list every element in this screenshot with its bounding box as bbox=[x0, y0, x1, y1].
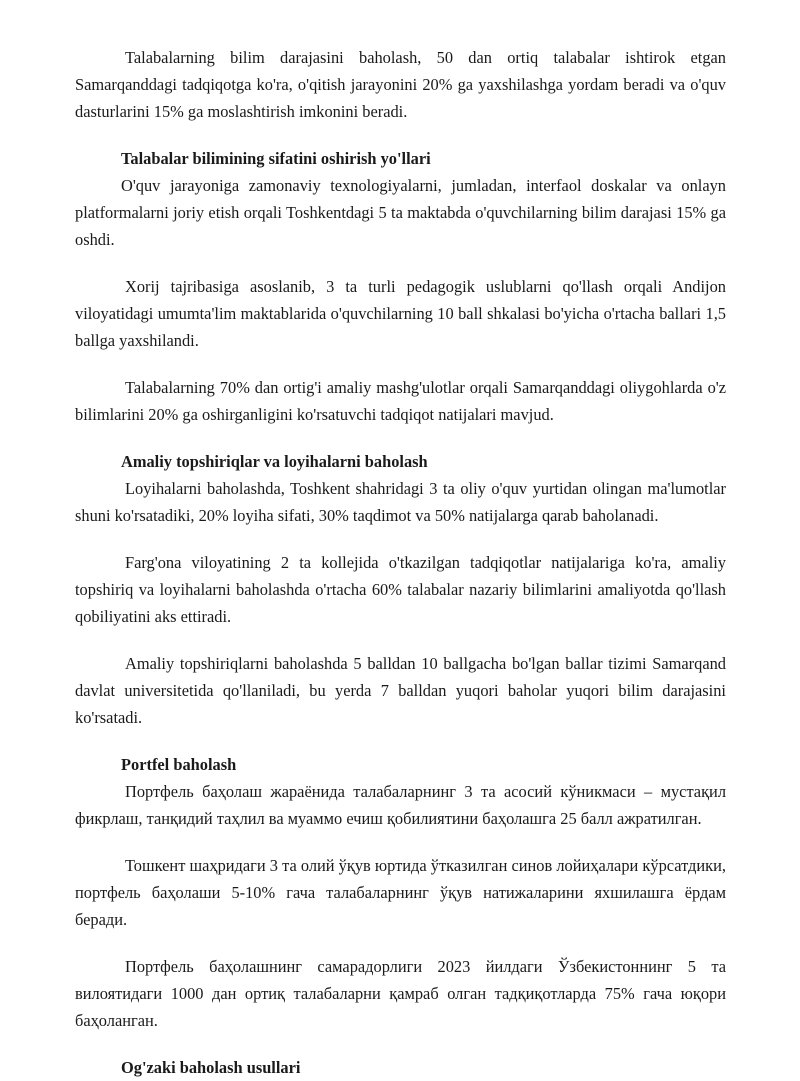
paragraph: Тошкент шаҳридаги 3 та олий ўқув юртида ўтказилган синов лойиҳалари кўрсатдики, портфель баҳолаши 5-10% гача талабаларнинг ўқув натижаларини яхшилашга ёрдам беради. bbox=[75, 856, 726, 929]
section-oral bbox=[75, 1054, 726, 1081]
section-heading: Talabalar bilimining sifatini oshirish yo'llari bbox=[121, 149, 431, 168]
section-practical bbox=[75, 448, 726, 731]
section-heading: Amaliy topshiriqlar va loyihalarni baholash bbox=[121, 452, 428, 471]
paragraph: Портфель баҳолашнинг самарадорлиги 2023 йилдаги Ўзбекистоннинг 5 та вилоятидаги 1000 дан ортиқ талабаларни қамраб олган тадқиқотларда 75% гача юқори баҳоланган. bbox=[75, 957, 726, 1030]
paragraph: Loyihalarni baholashda, Toshkent shahridagi 3 ta oliy o'quv yurtidan olingan ma'lumotlar shuni ko'rsatadiki, 20% loyiha sifati, 30% taqdimot va 50% natijalarga qarab baholanadi. bbox=[75, 479, 726, 525]
section-portfolio bbox=[75, 751, 726, 1034]
paragraph: Talabalarning 70% dan ortig'i amaliy mashg'ulotlar orqali Samarqanddagi oliygohlarda o'z bilimlarini 20% ga oshirganligini ko'rsatuvchi tadqiqot natijalari mavjud. bbox=[75, 378, 726, 424]
intro-paragraph: Talabalarning bilim darajasini baholash, 50 dan ortiq talabalar ishtirok etgan Samarqanddagi tadqiqotga ko'ra, o'qitish jarayonini 20% ga yaxshilashga yordam beradi va o'quv dasturlarini 15% ga moslashtirish imkonini beradi. bbox=[75, 48, 726, 121]
section-heading: Portfel baholash bbox=[121, 755, 237, 774]
paragraph: Farg'ona viloyatining 2 ta kollejida o'tkazilgan tadqiqotlar natijalariga ko'ra, amaliy topshiriq va loyihalarni baholashda o'rtacha 60% talabalar nazariy bilimlarini amaliyotda qo'llash qobiliyatini aks ettiradi. bbox=[75, 553, 726, 626]
paragraph: Xorij tajribasiga asoslanib, 3 ta turli pedagogik uslublarni qo'llash orqali Andijon viloyatidagi umumta'lim maktablarida o'quvchilarning 10 ball shkalasi bo'yicha o'rtacha ballari 1,5 ballga yaxshilandi. bbox=[75, 277, 726, 350]
paragraph: Amaliy topshiriqlarni baholashda 5 balldan 10 ballgacha bo'lgan ballar tizimi Samarqand davlat universitetida qo'llaniladi, bu yerda 7 balldan yuqori baholar yuqori bilim darajasini ko'rsatadi. bbox=[75, 654, 726, 727]
section-quality bbox=[75, 145, 726, 428]
paragraph: Портфель баҳолаш жараёнида талабаларнинг 3 та асосий кўникмаси – мустақил фикрлаш, танқидий таҳлил ва муаммо ечиш қобилиятини баҳолашга 25 балл ажратилган. bbox=[75, 782, 726, 828]
section-heading: Og'zaki baholash usullari bbox=[121, 1058, 301, 1077]
document-page bbox=[75, 44, 726, 1081]
paragraph: O'quv jarayoniga zamonaviy texnologiyalarni, jumladan, interfaol doskalar va onlayn platformalarni joriy etish orqali Toshkentdagi 5 ta maktabda o'quvchilarning bilim darajasi 15% ga oshdi. bbox=[75, 176, 726, 249]
